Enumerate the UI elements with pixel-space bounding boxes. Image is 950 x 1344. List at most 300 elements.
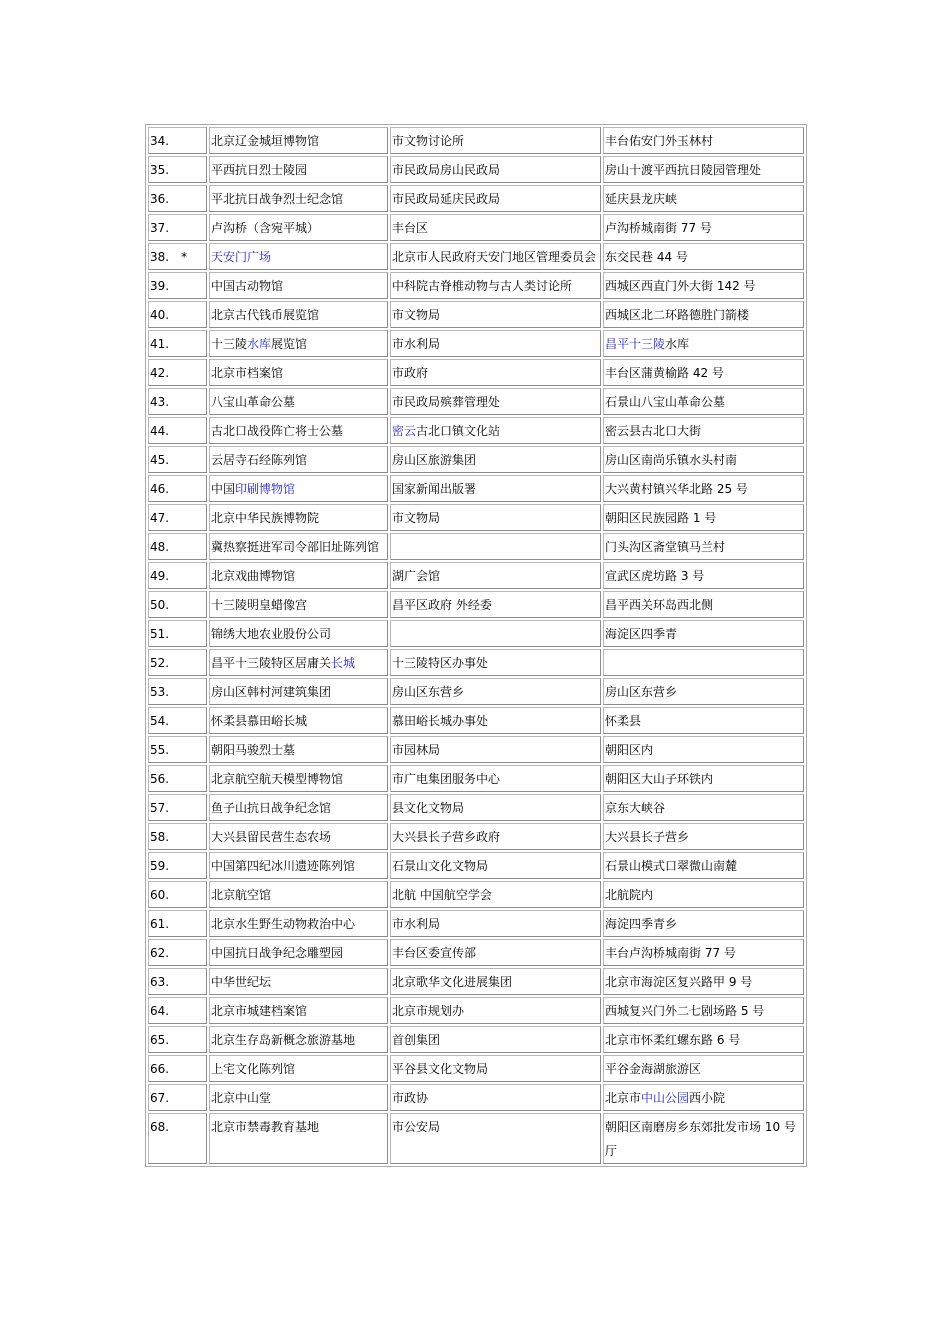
address-cell (603, 1084, 804, 1111)
row-number: 64. (150, 1004, 170, 1018)
row-number: 67. (150, 1091, 170, 1105)
cell-text: 房山区旅游集团 (392, 453, 477, 467)
cell-text: 北京市海淀区复兴路甲 9 号 (605, 975, 753, 989)
cell-text: 怀柔县慕田峪长城 (211, 714, 308, 728)
row-number: 63. (150, 975, 170, 989)
table-row (148, 649, 804, 676)
managing-org-cell (390, 388, 601, 415)
cell-text: 市文物讨论所 (392, 134, 465, 148)
venue-name-cell (209, 881, 388, 908)
row-number-cell (148, 794, 207, 821)
table-row (148, 765, 804, 792)
cell-text: 北京市怀柔红螺东路 6 号 (605, 1033, 741, 1047)
managing-org-cell (390, 997, 601, 1024)
address-cell (603, 127, 804, 154)
row-number-cell (148, 678, 207, 705)
row-number-cell (148, 214, 207, 241)
cell-text: 云居寺石经陈列馆 (211, 453, 308, 467)
cell-text: 平谷金海湖旅游区 (605, 1062, 702, 1076)
address-cell (603, 765, 804, 792)
cell-text: 北航院内 (605, 888, 654, 902)
venue-name-cell (209, 1113, 388, 1164)
managing-org-cell (390, 562, 601, 589)
cell-text: 北京中山堂 (211, 1091, 272, 1105)
address-cell (603, 243, 804, 270)
row-number-cell (148, 1113, 207, 1164)
table-row (148, 533, 804, 560)
address-cell (603, 330, 804, 357)
venue-name-cell (209, 417, 388, 444)
cell-text: 中科院古脊椎动物与古人类讨论所 (392, 279, 573, 293)
table-row (148, 185, 804, 212)
table-row (148, 214, 804, 241)
managing-org-cell (390, 678, 601, 705)
cell-text: 北京中华民族博物院 (211, 511, 320, 525)
cell-text: 朝阳区民族园路 1 号 (605, 511, 717, 525)
cell-text: 朝阳区内 (605, 743, 654, 757)
row-number: 53. (150, 685, 170, 699)
cell-text: 冀热察挺进军司令部旧址陈列馆 (211, 540, 380, 554)
address-cell (603, 997, 804, 1024)
venue-name-cell (209, 388, 388, 415)
managing-org-cell (390, 823, 601, 850)
row-number-cell (148, 881, 207, 908)
cell-text: 东交民巷 44 号 (605, 250, 688, 264)
cell-text: 市广电集团服务中心 (392, 772, 501, 786)
address-cell (603, 562, 804, 589)
cell-text: 北京市禁毒教育基地 (211, 1120, 320, 1134)
cell-text: 丰台区蒲黄榆路 42 号 (605, 366, 724, 380)
address-cell (603, 156, 804, 183)
cell-text: 房山区东营乡 (392, 685, 465, 699)
row-number-cell (148, 301, 207, 328)
row-number-cell (148, 1055, 207, 1082)
managing-org-cell (390, 243, 601, 270)
star-mark: * (181, 250, 188, 264)
cell-text: 密云县古北口大街 (605, 424, 702, 438)
cell-text: 怀柔县 (605, 714, 642, 728)
cell-text: 十三陵明皇蜡像宫 (211, 598, 308, 612)
cell-text: 西小院 (689, 1091, 726, 1105)
managing-org-cell (390, 156, 601, 183)
cell-text: 市政协 (392, 1091, 429, 1105)
table-row (148, 823, 804, 850)
cell-text: 市水利局 (392, 337, 441, 351)
cell-text: 展览馆 (271, 337, 308, 351)
link-text[interactable]: 长城 (331, 656, 356, 670)
table-row (148, 1055, 804, 1082)
table-row (148, 1026, 804, 1053)
cell-text: 北京市 (605, 1091, 642, 1105)
row-number: 56. (150, 772, 170, 786)
managing-org-cell (390, 591, 601, 618)
managing-org-cell (390, 968, 601, 995)
museum-list-table (146, 125, 806, 1166)
cell-text: 昌平区政府 外经委 (392, 598, 492, 612)
table-row (148, 910, 804, 937)
cell-text: 房山区韩村河建筑集团 (211, 685, 332, 699)
row-number: 45. (150, 453, 170, 467)
row-number-cell (148, 417, 207, 444)
row-number: 34. (150, 134, 170, 148)
venue-name-cell (209, 1026, 388, 1053)
venue-name-cell (209, 852, 388, 879)
cell-text: 锦绣大地农业股份公司 (211, 627, 332, 641)
link-text[interactable]: 天安门广场 (211, 250, 272, 264)
row-number: 58. (150, 830, 170, 844)
table-row (148, 678, 804, 705)
row-number-cell (148, 852, 207, 879)
row-number-cell (148, 127, 207, 154)
link-text[interactable]: 密云 (392, 424, 417, 438)
table-row (148, 852, 804, 879)
cell-text: 水库 (665, 337, 690, 351)
row-number-cell (148, 1084, 207, 1111)
cell-text: 北京戏曲博物馆 (211, 569, 296, 583)
venue-name-cell (209, 1084, 388, 1111)
cell-text: 古北口镇文化站 (416, 424, 501, 438)
row-number-cell (148, 475, 207, 502)
cell-text: 卢沟桥城南街 77 号 (605, 221, 712, 235)
cell-text: 北京生存岛新概念旅游基地 (211, 1033, 356, 1047)
cell-text: 湖广会馆 (392, 569, 441, 583)
address-cell (603, 1026, 804, 1053)
table-row (148, 388, 804, 415)
managing-org-cell (390, 765, 601, 792)
venue-name-cell (209, 1055, 388, 1082)
cell-text: 海淀四季青乡 (605, 917, 678, 931)
row-number-cell (148, 591, 207, 618)
cell-text: 县文化文物局 (392, 801, 465, 815)
row-number: 47. (150, 511, 170, 525)
row-number: 59. (150, 859, 170, 873)
managing-org-cell (390, 185, 601, 212)
table-row (148, 1113, 804, 1164)
address-cell (603, 417, 804, 444)
table-row (148, 620, 804, 647)
cell-text: 北京市档案馆 (211, 366, 284, 380)
cell-text: 古北口战役阵亡将士公墓 (211, 424, 344, 438)
cell-text: 市民政局殡葬管理处 (392, 395, 501, 409)
managing-org-cell (390, 852, 601, 879)
cell-text: 宣武区虎坊路 3 号 (605, 569, 705, 583)
cell-text: 朝阳马骏烈士墓 (211, 743, 296, 757)
row-number-cell (148, 707, 207, 734)
managing-org-cell (390, 127, 601, 154)
address-cell (603, 301, 804, 328)
row-number: 52. (150, 656, 170, 670)
cell-text: 北京辽金城垣博物馆 (211, 134, 320, 148)
managing-org-cell (390, 707, 601, 734)
managing-org-cell (390, 359, 601, 386)
managing-org-cell (390, 446, 601, 473)
venue-name-cell (209, 736, 388, 763)
cell-text: 平北抗日战争烈士纪念馆 (211, 192, 344, 206)
row-number-cell (148, 156, 207, 183)
row-number-cell (148, 330, 207, 357)
row-number-cell (148, 765, 207, 792)
table-row (148, 243, 804, 270)
address-cell (603, 939, 804, 966)
link-text[interactable]: 昌平十三陵 (605, 337, 666, 351)
cell-text: 大兴县留民营生态农场 (211, 830, 332, 844)
venue-name-cell (209, 678, 388, 705)
address-cell (603, 910, 804, 937)
address-cell (603, 446, 804, 473)
address-cell (603, 185, 804, 212)
table-row (148, 794, 804, 821)
managing-org-cell (390, 417, 601, 444)
cell-text: 慕田峪长城办事处 (392, 714, 489, 728)
managing-org-cell (390, 272, 601, 299)
cell-text: 国家新闻出版署 (392, 482, 477, 496)
address-cell (603, 881, 804, 908)
table-row (148, 475, 804, 502)
cell-text: 门头沟区斋堂镇马兰村 (605, 540, 726, 554)
table-row (148, 1084, 804, 1111)
cell-text: 北京歌华文化进展集团 (392, 975, 513, 989)
row-number-cell (148, 997, 207, 1024)
row-number-cell (148, 562, 207, 589)
table-row (148, 301, 804, 328)
venue-name-cell (209, 127, 388, 154)
cell-text: 海淀区四季青 (605, 627, 678, 641)
cell-text: 昌平西关环岛西北侧 (605, 598, 714, 612)
cell-text: 朝阳区南磨房乡东郊批发市场 10 号厅 (605, 1120, 796, 1158)
table-row (148, 359, 804, 386)
venue-name-cell (209, 446, 388, 473)
venue-name-cell (209, 475, 388, 502)
cell-text: 北京古代钱币展览馆 (211, 308, 320, 322)
row-number: 60. (150, 888, 170, 902)
row-number: 44. (150, 424, 170, 438)
table-body (148, 127, 804, 1164)
row-number-cell (148, 939, 207, 966)
cell-text: 西城复兴门外二七剧场路 5 号 (605, 1004, 765, 1018)
table-row (148, 997, 804, 1024)
row-number-cell (148, 736, 207, 763)
cell-text: 市政府 (392, 366, 429, 380)
table-row (148, 156, 804, 183)
row-number: 49. (150, 569, 170, 583)
table-row (148, 707, 804, 734)
row-number-cell (148, 533, 207, 560)
row-number: 46. (150, 482, 170, 496)
row-number: 40. (150, 308, 170, 322)
museum-list-table-frame (145, 124, 807, 1167)
cell-text: 丰台卢沟桥城南街 77 号 (605, 946, 736, 960)
cell-text: 中华世纪坛 (211, 975, 272, 989)
cell-text: 北京市城建档案馆 (211, 1004, 308, 1018)
table-row (148, 881, 804, 908)
cell-text: 昌平十三陵特区居庸关 (211, 656, 332, 670)
address-cell (603, 1113, 804, 1164)
cell-text: 房山区南尚乐镇水头村南 (605, 453, 738, 467)
table-row (148, 446, 804, 473)
venue-name-cell (209, 591, 388, 618)
row-number: 42. (150, 366, 170, 380)
venue-name-cell (209, 359, 388, 386)
venue-name-cell (209, 620, 388, 647)
address-cell (603, 591, 804, 618)
managing-org-cell (390, 1055, 601, 1082)
row-number-cell (148, 1026, 207, 1053)
cell-text: 大兴县长子营乡 (605, 830, 690, 844)
cell-text: 十三陵特区办事处 (392, 656, 489, 670)
venue-name-cell (209, 968, 388, 995)
address-cell (603, 1055, 804, 1082)
cell-text: 石景山模式口翠微山南麓 (605, 859, 738, 873)
venue-name-cell (209, 272, 388, 299)
venue-name-cell (209, 939, 388, 966)
managing-org-cell (390, 1113, 601, 1164)
address-cell (603, 794, 804, 821)
row-number: 36. (150, 192, 170, 206)
address-cell (603, 272, 804, 299)
cell-text: 房山区东营乡 (605, 685, 678, 699)
link-text[interactable]: 印刷博物馆 (235, 482, 296, 496)
cell-text: 朝阳区大山子环铁内 (605, 772, 714, 786)
cell-text: 北京航空馆 (211, 888, 272, 902)
cell-text: 市文物局 (392, 511, 441, 525)
row-number: 48. (150, 540, 170, 554)
row-number: 57. (150, 801, 170, 815)
row-number: 55. (150, 743, 170, 757)
table-row (148, 504, 804, 531)
cell-text: 市园林局 (392, 743, 441, 757)
venue-name-cell (209, 185, 388, 212)
row-number-cell (148, 649, 207, 676)
managing-org-cell (390, 939, 601, 966)
row-number: 38. (150, 250, 170, 264)
table-row (148, 330, 804, 357)
cell-text: 市水利局 (392, 917, 441, 931)
table-row (148, 939, 804, 966)
cell-text: 丰台佑安门外玉林村 (605, 134, 714, 148)
address-cell (603, 359, 804, 386)
cell-text: 西城区西直门外大街 142 号 (605, 279, 756, 293)
cell-text: 北京航空航天模型博物馆 (211, 772, 344, 786)
table-row (148, 736, 804, 763)
cell-text: 中国第四纪冰川遗迹陈列馆 (211, 859, 356, 873)
venue-name-cell (209, 156, 388, 183)
table-row (148, 417, 804, 444)
row-number: 62. (150, 946, 170, 960)
cell-text: 西城区北二环路德胜门箭楼 (605, 308, 750, 322)
cell-text: 鱼子山抗日战争纪念馆 (211, 801, 332, 815)
cell-text: 市公安局 (392, 1120, 441, 1134)
cell-text: 市民政局房山民政局 (392, 163, 501, 177)
cell-text: 大兴县长子营乡政府 (392, 830, 501, 844)
address-cell (603, 475, 804, 502)
row-number: 65. (150, 1033, 170, 1047)
venue-name-cell (209, 910, 388, 937)
link-text[interactable]: 中山公园 (641, 1091, 690, 1105)
row-number-cell (148, 359, 207, 386)
address-cell (603, 736, 804, 763)
row-number: 61. (150, 917, 170, 931)
managing-org-cell (390, 620, 601, 647)
venue-name-cell (209, 301, 388, 328)
cell-text: 平谷县文化文物局 (392, 1062, 489, 1076)
cell-text: 北京市规划办 (392, 1004, 465, 1018)
managing-org-cell (390, 649, 601, 676)
managing-org-cell (390, 794, 601, 821)
cell-text: 八宝山革命公墓 (211, 395, 296, 409)
address-cell (603, 214, 804, 241)
managing-org-cell (390, 1084, 601, 1111)
cell-text: 市民政局延庆民政局 (392, 192, 501, 206)
table-row (148, 127, 804, 154)
managing-org-cell (390, 736, 601, 763)
row-number-cell (148, 968, 207, 995)
address-cell (603, 823, 804, 850)
link-text[interactable]: 水库 (247, 337, 272, 351)
row-number-cell (148, 823, 207, 850)
managing-org-cell (390, 301, 601, 328)
cell-text: 中国抗日战争纪念雕塑园 (211, 946, 344, 960)
managing-org-cell (390, 1026, 601, 1053)
row-number: 41. (150, 337, 170, 351)
venue-name-cell (209, 649, 388, 676)
venue-name-cell (209, 533, 388, 560)
row-number: 54. (150, 714, 170, 728)
table-row (148, 562, 804, 589)
row-number: 50. (150, 598, 170, 612)
cell-text: 北京水生野生动物救治中心 (211, 917, 356, 931)
address-cell (603, 533, 804, 560)
row-number: 35. (150, 163, 170, 177)
row-number-cell (148, 243, 207, 270)
cell-text: 北京市人民政府天安门地区管理委员会 (392, 250, 597, 264)
address-cell (603, 707, 804, 734)
managing-org-cell (390, 214, 601, 241)
managing-org-cell (390, 910, 601, 937)
row-number: 37. (150, 221, 170, 235)
venue-name-cell (209, 707, 388, 734)
cell-text: 石景山文化文物局 (392, 859, 489, 873)
table-row (148, 272, 804, 299)
cell-text: 京东大峡谷 (605, 801, 666, 815)
address-cell (603, 678, 804, 705)
venue-name-cell (209, 794, 388, 821)
managing-org-cell (390, 533, 601, 560)
cell-text: 市文物局 (392, 308, 441, 322)
cell-text: 上宅文化陈列馆 (211, 1062, 296, 1076)
cell-text: 十三陵 (211, 337, 248, 351)
venue-name-cell (209, 330, 388, 357)
address-cell (603, 388, 804, 415)
cell-text: 房山十渡平西抗日陵园管理处 (605, 163, 762, 177)
row-number-cell (148, 272, 207, 299)
cell-text: 中国 (211, 482, 236, 496)
cell-text: 丰台区委宣传部 (392, 946, 477, 960)
address-cell (603, 852, 804, 879)
venue-name-cell (209, 504, 388, 531)
row-number: 51. (150, 627, 170, 641)
address-cell (603, 504, 804, 531)
address-cell (603, 968, 804, 995)
managing-org-cell (390, 881, 601, 908)
table-row (148, 591, 804, 618)
cell-text: 丰台区 (392, 221, 429, 235)
address-cell (603, 649, 804, 676)
venue-name-cell (209, 562, 388, 589)
cell-text: 中国古动物馆 (211, 279, 284, 293)
managing-org-cell (390, 475, 601, 502)
address-cell (603, 620, 804, 647)
row-number: 39. (150, 279, 170, 293)
